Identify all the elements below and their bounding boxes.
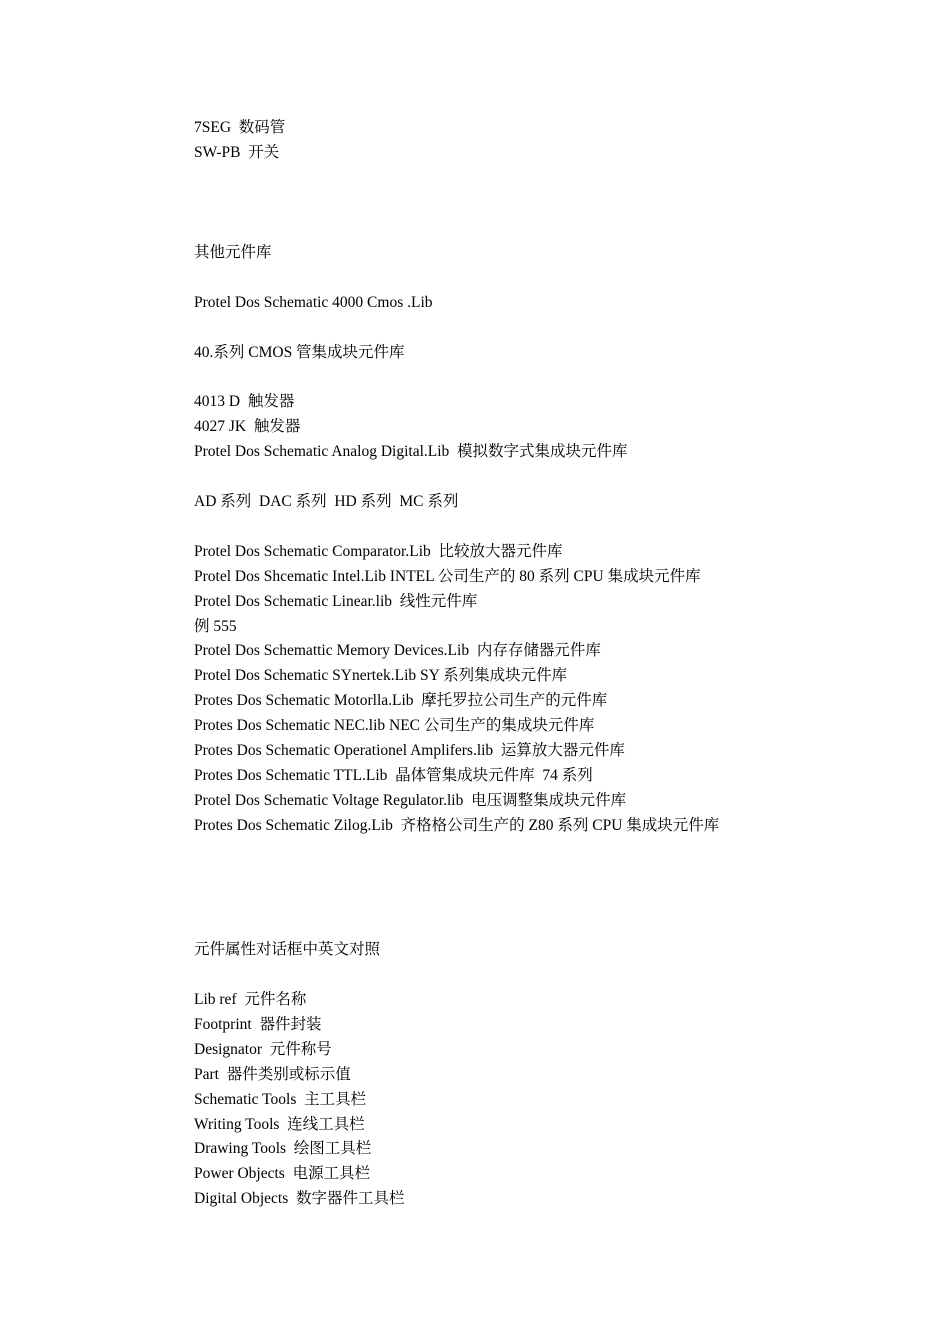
text-line: Protel Dos Schematic SYnertek.Lib SY 系列集成块元件库 <box>194 667 568 684</box>
text-line: Footprint 器件封装 <box>194 1016 322 1033</box>
text-line: Lib ref 元件名称 <box>194 991 307 1008</box>
text-line: Protel Dos Schematic Comparator.Lib 比较放大器元件库 <box>194 543 563 560</box>
section-heading: 其他元件库 <box>194 244 272 261</box>
text-line: Protel Dos Schematic Analog Digital.Lib 模拟数字式集成块元件库 <box>194 443 628 460</box>
section-heading: 元件属性对话框中英文对照 <box>194 941 381 958</box>
text-line: 4013 D 触发器 <box>194 393 295 410</box>
text-line: Protes Dos Schematic Operationel Amplifers.lib 运算放大器元件库 <box>194 742 625 759</box>
text-line: Protel Dos Schematic Voltage Regulator.lib 电压调整集成块元件库 <box>194 792 627 809</box>
text-line: 7SEG 数码管 <box>194 119 286 136</box>
text-line: Protes Dos Schematic NEC.lib NEC 公司生产的集成块元件库 <box>194 717 595 734</box>
text-line: Protel Dos Shcematic Intel.Lib INTEL 公司生产的 80 系列 CPU 集成块元件库 <box>194 568 701 585</box>
text-line: 4027 JK 触发器 <box>194 418 301 435</box>
text-line: Protes Dos Schematic Zilog.Lib 齐格格公司生产的 Z80 系列 CPU 集成块元件库 <box>194 817 720 834</box>
text-line: Protel Dos Schematic Linear.lib 线性元件库 <box>194 593 478 610</box>
text-line: Digital Objects 数字器件工具栏 <box>194 1190 405 1207</box>
text-line: Power Objects 电源工具栏 <box>194 1165 371 1182</box>
text-line: Writing Tools 连线工具栏 <box>194 1116 365 1133</box>
text-line: Part 器件类别或标示值 <box>194 1066 351 1083</box>
text-line: Designator 元件称号 <box>194 1041 332 1058</box>
text-line: Protes Dos Schematic Motorlla.Lib 摩托罗拉公司生产的元件库 <box>194 692 608 709</box>
text-line: 40.系列 CMOS 管集成块元件库 <box>194 344 405 361</box>
text-line: AD 系列 DAC 系列 HD 系列 MC 系列 <box>194 493 459 510</box>
text-line: Protel Dos Schematic 4000 Cmos .Lib <box>194 294 433 311</box>
text-line: 例 555 <box>194 618 237 635</box>
text-line: Schematic Tools 主工具栏 <box>194 1091 367 1108</box>
text-line: Drawing Tools 绘图工具栏 <box>194 1140 372 1157</box>
text-line: Protes Dos Schematic TTL.Lib 晶体管集成块元件库 74 系列 <box>194 767 593 784</box>
text-line: Protel Dos Schemattic Memory Devices.Lib 内存存储器元件库 <box>194 642 601 659</box>
text-line: SW-PB 开关 <box>194 144 280 161</box>
